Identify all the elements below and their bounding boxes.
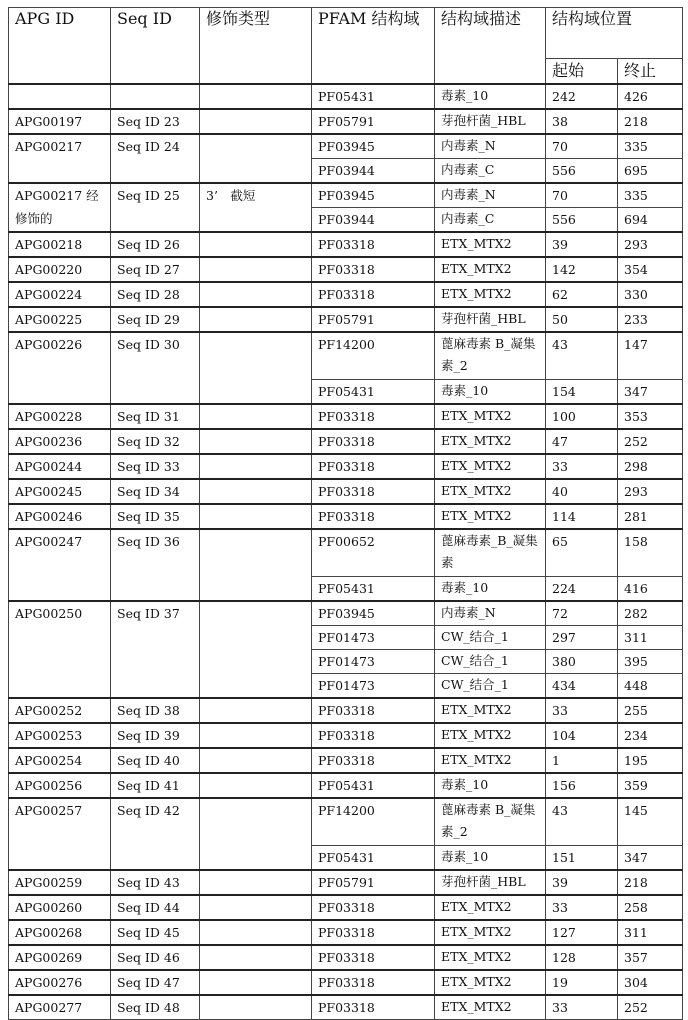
start-cell: 556 bbox=[546, 159, 618, 184]
table-row bbox=[9, 183, 683, 208]
description-cell: 芽孢杆菌_HBL bbox=[435, 109, 546, 134]
apg-id-cell: APG00217 bbox=[9, 134, 111, 183]
header-seq-id: Seq ID bbox=[111, 8, 200, 85]
description-cell: ETX_MTX2 bbox=[435, 404, 546, 429]
start-cell: 297 bbox=[546, 626, 618, 650]
end-cell: 147 bbox=[618, 332, 683, 380]
header-end: 终止 bbox=[618, 59, 683, 85]
seq-id-cell: Seq ID 47 bbox=[111, 970, 200, 995]
seq-id-cell: Seq ID 33 bbox=[111, 454, 200, 479]
modification-cell bbox=[200, 601, 312, 698]
modification-cell bbox=[200, 504, 312, 529]
description-cell: 蓖麻毒素 B_凝集素_2 bbox=[435, 798, 546, 846]
pfam-cell: PF01473 bbox=[312, 626, 435, 650]
header-modification-type: 修饰类型 bbox=[200, 8, 312, 85]
start-cell: 19 bbox=[546, 970, 618, 995]
modification-cell bbox=[200, 529, 312, 601]
apg-id-cell: APG00268 bbox=[9, 920, 111, 945]
end-cell: 218 bbox=[618, 870, 683, 895]
end-cell: 293 bbox=[618, 479, 683, 504]
pfam-cell: PF03945 bbox=[312, 134, 435, 159]
pfam-cell: PF03944 bbox=[312, 159, 435, 184]
description-cell: 内毒素_N bbox=[435, 183, 546, 208]
table-row bbox=[9, 529, 683, 577]
apg-id-cell: APG00244 bbox=[9, 454, 111, 479]
start-cell: 100 bbox=[546, 404, 618, 429]
pfam-cell: PF03945 bbox=[312, 601, 435, 626]
description-cell: 内毒素_N bbox=[435, 134, 546, 159]
description-cell: 内毒素_C bbox=[435, 159, 546, 184]
pfam-cell: PF05431 bbox=[312, 84, 435, 109]
modification-cell bbox=[200, 307, 312, 332]
description-cell: ETX_MTX2 bbox=[435, 454, 546, 479]
description-cell: ETX_MTX2 bbox=[435, 995, 546, 1020]
table-row bbox=[9, 84, 683, 109]
pfam-cell: PF03318 bbox=[312, 282, 435, 307]
start-cell: 556 bbox=[546, 208, 618, 233]
end-cell: 234 bbox=[618, 723, 683, 748]
table-row bbox=[9, 282, 683, 307]
end-cell: 282 bbox=[618, 601, 683, 626]
seq-id-cell: Seq ID 32 bbox=[111, 429, 200, 454]
end-cell: 448 bbox=[618, 674, 683, 699]
apg-id-cell: APG00218 bbox=[9, 232, 111, 257]
end-cell: 145 bbox=[618, 798, 683, 846]
start-cell: 142 bbox=[546, 257, 618, 282]
seq-id-cell: Seq ID 25 bbox=[111, 183, 200, 232]
end-cell: 158 bbox=[618, 529, 683, 577]
pfam-cell: PF14200 bbox=[312, 332, 435, 380]
start-cell: 127 bbox=[546, 920, 618, 945]
start-cell: 1 bbox=[546, 748, 618, 773]
description-cell: 蓖麻毒素 B_凝集素_2 bbox=[435, 332, 546, 380]
end-cell: 347 bbox=[618, 846, 683, 871]
table-row bbox=[9, 945, 683, 970]
start-cell: 39 bbox=[546, 870, 618, 895]
modification-cell bbox=[200, 84, 312, 109]
end-cell: 416 bbox=[618, 577, 683, 602]
pfam-cell: PF03318 bbox=[312, 920, 435, 945]
modification-cell: 3’ 截短 bbox=[200, 183, 312, 232]
pfam-cell: PF05431 bbox=[312, 380, 435, 405]
start-cell: 114 bbox=[546, 504, 618, 529]
seq-id-cell: Seq ID 24 bbox=[111, 134, 200, 183]
start-cell: 38 bbox=[546, 109, 618, 134]
apg-id-cell: APG00246 bbox=[9, 504, 111, 529]
modification-cell bbox=[200, 748, 312, 773]
description-cell: 毒素_10 bbox=[435, 84, 546, 109]
domain-table bbox=[8, 7, 683, 1020]
end-cell: 695 bbox=[618, 159, 683, 184]
description-cell: ETX_MTX2 bbox=[435, 945, 546, 970]
apg-id-cell: APG00269 bbox=[9, 945, 111, 970]
description-cell: ETX_MTX2 bbox=[435, 232, 546, 257]
table-row bbox=[9, 970, 683, 995]
pfam-cell: PF03318 bbox=[312, 995, 435, 1020]
pfam-cell: PF03318 bbox=[312, 257, 435, 282]
end-cell: 335 bbox=[618, 134, 683, 159]
modification-cell bbox=[200, 773, 312, 798]
apg-id-cell bbox=[9, 84, 111, 109]
seq-id-cell: Seq ID 34 bbox=[111, 479, 200, 504]
description-cell: ETX_MTX2 bbox=[435, 895, 546, 920]
table-row bbox=[9, 332, 683, 380]
start-cell: 104 bbox=[546, 723, 618, 748]
pfam-cell: PF00652 bbox=[312, 529, 435, 577]
end-cell: 426 bbox=[618, 84, 683, 109]
table-row bbox=[9, 748, 683, 773]
description-cell: ETX_MTX2 bbox=[435, 698, 546, 723]
description-cell: 芽孢杆菌_HBL bbox=[435, 870, 546, 895]
apg-id-cell: APG00217 经修饰的 bbox=[9, 183, 111, 232]
start-cell: 50 bbox=[546, 307, 618, 332]
description-cell: 蓖麻毒素_B_凝集素 bbox=[435, 529, 546, 577]
pfam-cell: PF05791 bbox=[312, 870, 435, 895]
modification-cell bbox=[200, 232, 312, 257]
table-row bbox=[9, 601, 683, 626]
start-cell: 128 bbox=[546, 945, 618, 970]
header-domain-position: 结构域位置 bbox=[546, 8, 683, 59]
start-cell: 224 bbox=[546, 577, 618, 602]
seq-id-cell: Seq ID 42 bbox=[111, 798, 200, 870]
seq-id-cell: Seq ID 27 bbox=[111, 257, 200, 282]
table-row bbox=[9, 698, 683, 723]
start-cell: 154 bbox=[546, 380, 618, 405]
pfam-cell: PF03318 bbox=[312, 945, 435, 970]
seq-id-cell: Seq ID 28 bbox=[111, 282, 200, 307]
seq-id-cell bbox=[111, 84, 200, 109]
modification-cell bbox=[200, 454, 312, 479]
apg-id-cell: APG00224 bbox=[9, 282, 111, 307]
modification-cell bbox=[200, 920, 312, 945]
description-cell: ETX_MTX2 bbox=[435, 479, 546, 504]
apg-id-cell: APG00250 bbox=[9, 601, 111, 698]
table-row bbox=[9, 232, 683, 257]
header-pfam-domain: PFAM 结构域 bbox=[312, 8, 435, 85]
modification-cell bbox=[200, 429, 312, 454]
start-cell: 70 bbox=[546, 134, 618, 159]
end-cell: 195 bbox=[618, 748, 683, 773]
modification-cell bbox=[200, 134, 312, 183]
apg-id-cell: APG00257 bbox=[9, 798, 111, 870]
table-row bbox=[9, 454, 683, 479]
end-cell: 293 bbox=[618, 232, 683, 257]
table-row bbox=[9, 109, 683, 134]
table-row bbox=[9, 134, 683, 159]
header-domain-description: 结构域描述 bbox=[435, 8, 546, 85]
table-header bbox=[9, 8, 683, 85]
end-cell: 298 bbox=[618, 454, 683, 479]
pfam-cell: PF03318 bbox=[312, 970, 435, 995]
apg-id-cell: APG00259 bbox=[9, 870, 111, 895]
pfam-cell: PF03318 bbox=[312, 895, 435, 920]
pfam-cell: PF03318 bbox=[312, 723, 435, 748]
start-cell: 40 bbox=[546, 479, 618, 504]
description-cell: ETX_MTX2 bbox=[435, 257, 546, 282]
end-cell: 218 bbox=[618, 109, 683, 134]
apg-id-cell: APG00253 bbox=[9, 723, 111, 748]
end-cell: 357 bbox=[618, 945, 683, 970]
table-row bbox=[9, 920, 683, 945]
end-cell: 281 bbox=[618, 504, 683, 529]
table-row bbox=[9, 870, 683, 895]
end-cell: 304 bbox=[618, 970, 683, 995]
table-row bbox=[9, 307, 683, 332]
seq-id-cell: Seq ID 43 bbox=[111, 870, 200, 895]
table-row bbox=[9, 479, 683, 504]
seq-id-cell: Seq ID 31 bbox=[111, 404, 200, 429]
table-row bbox=[9, 995, 683, 1020]
table-row bbox=[9, 723, 683, 748]
description-cell: CW_结合_1 bbox=[435, 674, 546, 699]
start-cell: 151 bbox=[546, 846, 618, 871]
pfam-cell: PF03318 bbox=[312, 748, 435, 773]
start-cell: 33 bbox=[546, 454, 618, 479]
header-start: 起始 bbox=[546, 59, 618, 85]
start-cell: 380 bbox=[546, 650, 618, 674]
end-cell: 335 bbox=[618, 183, 683, 208]
seq-id-cell: Seq ID 40 bbox=[111, 748, 200, 773]
end-cell: 233 bbox=[618, 307, 683, 332]
apg-id-cell: APG00220 bbox=[9, 257, 111, 282]
start-cell: 72 bbox=[546, 601, 618, 626]
modification-cell bbox=[200, 257, 312, 282]
pfam-cell: PF03944 bbox=[312, 208, 435, 233]
seq-id-cell: Seq ID 37 bbox=[111, 601, 200, 698]
seq-id-cell: Seq ID 45 bbox=[111, 920, 200, 945]
description-cell: CW_结合_1 bbox=[435, 626, 546, 650]
pfam-cell: PF05791 bbox=[312, 109, 435, 134]
end-cell: 311 bbox=[618, 626, 683, 650]
modification-cell bbox=[200, 970, 312, 995]
modification-cell bbox=[200, 404, 312, 429]
apg-id-cell: APG00277 bbox=[9, 995, 111, 1020]
modification-cell bbox=[200, 870, 312, 895]
pfam-cell: PF05431 bbox=[312, 773, 435, 798]
pfam-cell: PF01473 bbox=[312, 674, 435, 699]
seq-id-cell: Seq ID 39 bbox=[111, 723, 200, 748]
modification-cell bbox=[200, 895, 312, 920]
seq-id-cell: Seq ID 26 bbox=[111, 232, 200, 257]
description-cell: 内毒素_C bbox=[435, 208, 546, 233]
modification-cell bbox=[200, 332, 312, 404]
seq-id-cell: Seq ID 35 bbox=[111, 504, 200, 529]
pfam-cell: PF05431 bbox=[312, 846, 435, 871]
table-row bbox=[9, 798, 683, 846]
description-cell: 内毒素_N bbox=[435, 601, 546, 626]
start-cell: 47 bbox=[546, 429, 618, 454]
end-cell: 354 bbox=[618, 257, 683, 282]
apg-id-cell: APG00256 bbox=[9, 773, 111, 798]
seq-id-cell: Seq ID 30 bbox=[111, 332, 200, 404]
apg-id-cell: APG00260 bbox=[9, 895, 111, 920]
start-cell: 33 bbox=[546, 995, 618, 1020]
table-row bbox=[9, 773, 683, 798]
pfam-cell: PF05431 bbox=[312, 577, 435, 602]
end-cell: 258 bbox=[618, 895, 683, 920]
start-cell: 434 bbox=[546, 674, 618, 699]
table-row bbox=[9, 895, 683, 920]
description-cell: CW_结合_1 bbox=[435, 650, 546, 674]
pfam-cell: PF03318 bbox=[312, 698, 435, 723]
seq-id-cell: Seq ID 44 bbox=[111, 895, 200, 920]
description-cell: 毒素_10 bbox=[435, 846, 546, 871]
seq-id-cell: Seq ID 29 bbox=[111, 307, 200, 332]
modification-cell bbox=[200, 723, 312, 748]
description-cell: 毒素_10 bbox=[435, 380, 546, 405]
pfam-cell: PF03318 bbox=[312, 232, 435, 257]
apg-id-cell: APG00225 bbox=[9, 307, 111, 332]
seq-id-cell: Seq ID 46 bbox=[111, 945, 200, 970]
end-cell: 353 bbox=[618, 404, 683, 429]
end-cell: 255 bbox=[618, 698, 683, 723]
end-cell: 395 bbox=[618, 650, 683, 674]
description-cell: 毒素_10 bbox=[435, 577, 546, 602]
modification-cell bbox=[200, 109, 312, 134]
apg-id-cell: APG00226 bbox=[9, 332, 111, 404]
description-cell: 毒素_10 bbox=[435, 773, 546, 798]
apg-id-cell: APG00252 bbox=[9, 698, 111, 723]
description-cell: ETX_MTX2 bbox=[435, 920, 546, 945]
end-cell: 252 bbox=[618, 429, 683, 454]
end-cell: 330 bbox=[618, 282, 683, 307]
description-cell: ETX_MTX2 bbox=[435, 504, 546, 529]
table-body bbox=[9, 84, 683, 1020]
apg-id-cell: APG00228 bbox=[9, 404, 111, 429]
seq-id-cell: Seq ID 36 bbox=[111, 529, 200, 601]
modification-cell bbox=[200, 282, 312, 307]
pfam-cell: PF03318 bbox=[312, 429, 435, 454]
start-cell: 65 bbox=[546, 529, 618, 577]
description-cell: ETX_MTX2 bbox=[435, 282, 546, 307]
pfam-cell: PF03318 bbox=[312, 454, 435, 479]
seq-id-cell: Seq ID 48 bbox=[111, 995, 200, 1020]
end-cell: 359 bbox=[618, 773, 683, 798]
start-cell: 70 bbox=[546, 183, 618, 208]
apg-id-cell: APG00245 bbox=[9, 479, 111, 504]
start-cell: 33 bbox=[546, 895, 618, 920]
seq-id-cell: Seq ID 23 bbox=[111, 109, 200, 134]
table-row bbox=[9, 429, 683, 454]
modification-cell bbox=[200, 698, 312, 723]
seq-id-cell: Seq ID 38 bbox=[111, 698, 200, 723]
apg-id-cell: APG00247 bbox=[9, 529, 111, 601]
start-cell: 39 bbox=[546, 232, 618, 257]
pfam-cell: PF05791 bbox=[312, 307, 435, 332]
start-cell: 33 bbox=[546, 698, 618, 723]
apg-id-cell: APG00254 bbox=[9, 748, 111, 773]
table-row bbox=[9, 404, 683, 429]
seq-id-cell: Seq ID 41 bbox=[111, 773, 200, 798]
end-cell: 252 bbox=[618, 995, 683, 1020]
start-cell: 62 bbox=[546, 282, 618, 307]
description-cell: ETX_MTX2 bbox=[435, 429, 546, 454]
modification-cell bbox=[200, 479, 312, 504]
modification-cell bbox=[200, 945, 312, 970]
table-row bbox=[9, 504, 683, 529]
pfam-cell: PF01473 bbox=[312, 650, 435, 674]
table-row bbox=[9, 257, 683, 282]
start-cell: 43 bbox=[546, 798, 618, 846]
description-cell: 芽孢杆菌_HBL bbox=[435, 307, 546, 332]
apg-id-cell: APG00197 bbox=[9, 109, 111, 134]
end-cell: 347 bbox=[618, 380, 683, 405]
end-cell: 694 bbox=[618, 208, 683, 233]
start-cell: 242 bbox=[546, 84, 618, 109]
end-cell: 311 bbox=[618, 920, 683, 945]
description-cell: ETX_MTX2 bbox=[435, 970, 546, 995]
pfam-cell: PF03945 bbox=[312, 183, 435, 208]
apg-id-cell: APG00236 bbox=[9, 429, 111, 454]
pfam-cell: PF03318 bbox=[312, 404, 435, 429]
header-apg-id: APG ID bbox=[9, 8, 111, 85]
pfam-cell: PF14200 bbox=[312, 798, 435, 846]
apg-id-cell: APG00276 bbox=[9, 970, 111, 995]
start-cell: 43 bbox=[546, 332, 618, 380]
description-cell: ETX_MTX2 bbox=[435, 748, 546, 773]
pfam-cell: PF03318 bbox=[312, 479, 435, 504]
description-cell: ETX_MTX2 bbox=[435, 723, 546, 748]
modification-cell bbox=[200, 798, 312, 870]
modification-cell bbox=[200, 995, 312, 1020]
start-cell: 156 bbox=[546, 773, 618, 798]
pfam-cell: PF03318 bbox=[312, 504, 435, 529]
